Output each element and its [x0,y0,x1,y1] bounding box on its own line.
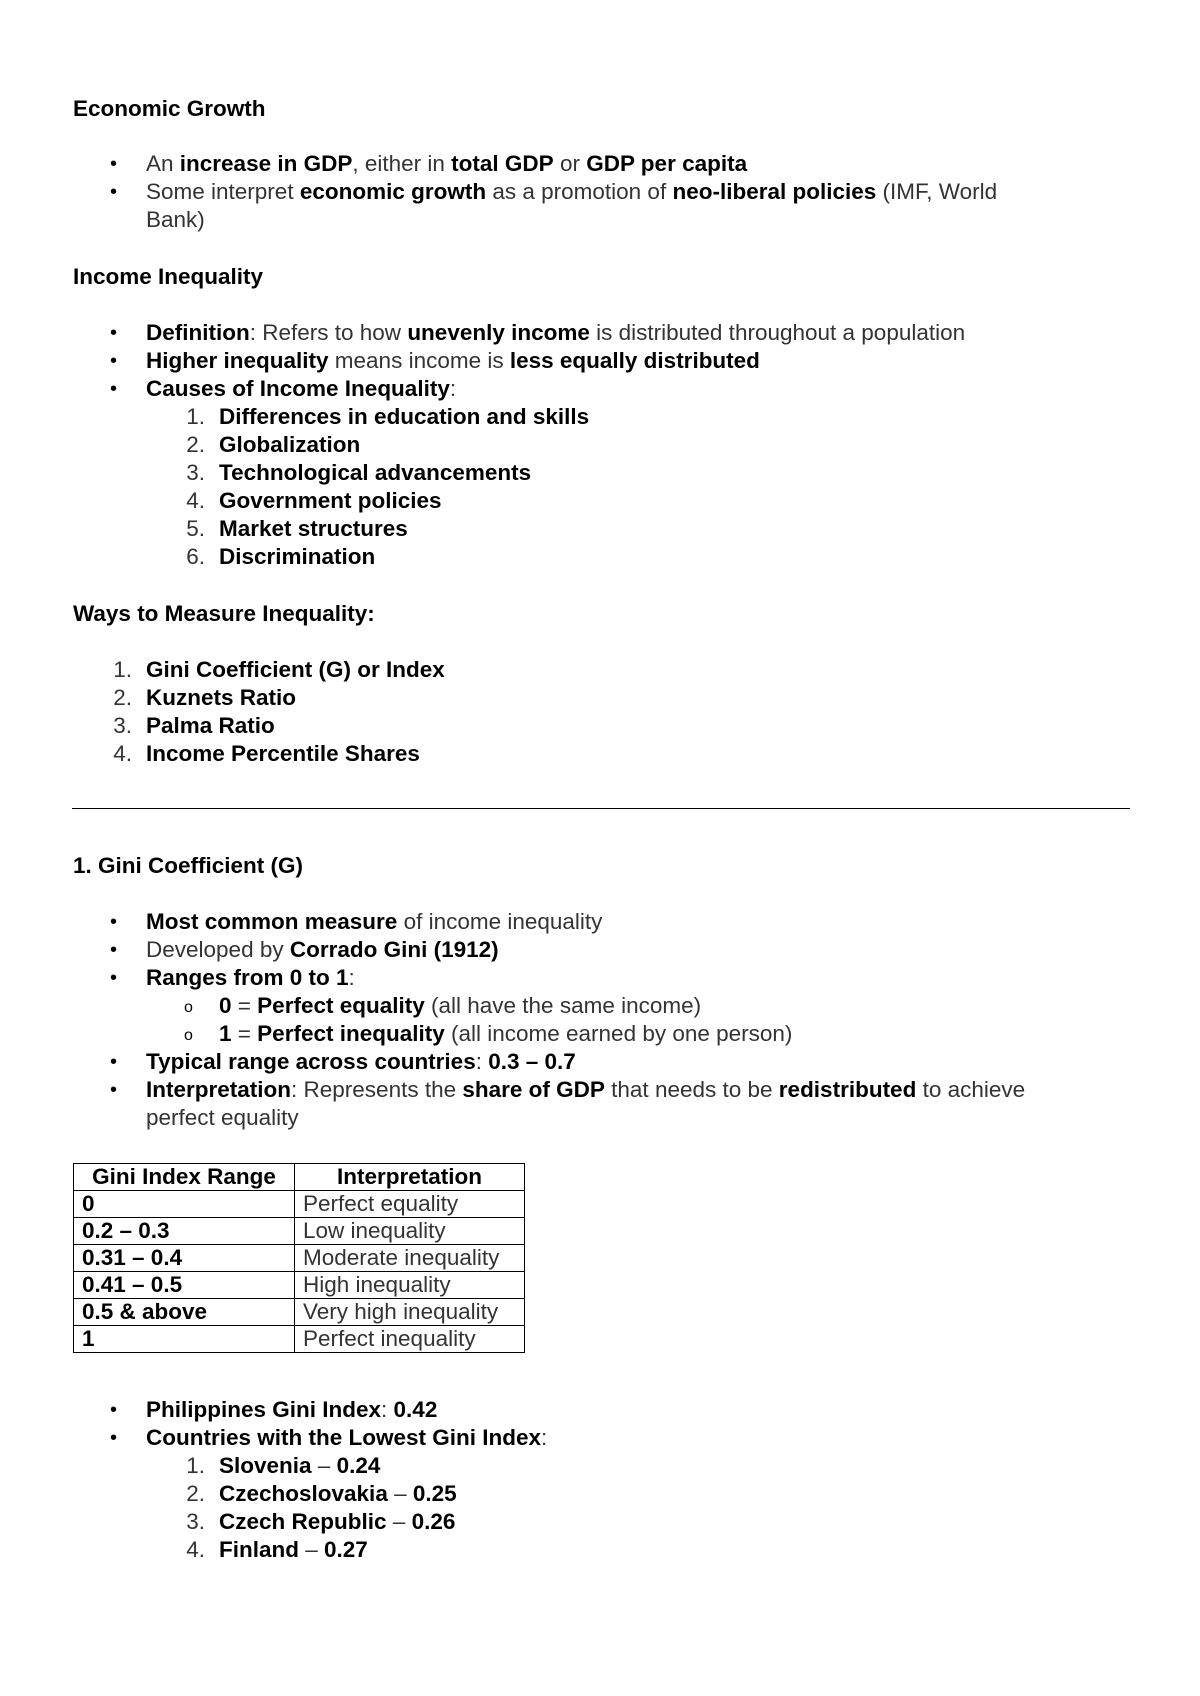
growth-definition: An increase in GDP, either in total GDP or GDP per capita [146,151,748,176]
list-number: 1. [113,657,132,682]
table-cell: Perfect inequality [295,1326,525,1353]
table-header: Gini Index Range [74,1164,295,1191]
lowest-country-item: Slovenia – 0.24 [219,1453,381,1478]
bullet-icon: • [110,1427,118,1449]
gini-range: Ranges from 0 to 1: [146,965,355,990]
perfect-equality-item: 0 = Perfect equality (all have the same income) [219,993,702,1018]
cause-item: Globalization [219,432,361,457]
cause-item: Differences in education and skills [219,404,590,429]
table-cell: Low inequality [295,1218,525,1245]
table-row [74,1272,525,1299]
bullet-icon: • [110,911,118,933]
list-number: 3. [186,460,205,485]
cause-item: Government policies [219,488,442,513]
table-row [74,1326,525,1353]
gini-heading: 1. Gini Coefficient (G) [73,853,304,878]
bullet-icon: • [110,1051,118,1073]
table-cell: 0.41 – 0.5 [74,1272,295,1299]
economic-growth-heading: Economic Growth [73,96,266,121]
bullet-icon: • [110,1399,118,1421]
growth-interpretation-cont: Bank) [146,207,205,232]
bullet-icon: • [110,378,118,400]
lowest-country-item: Czech Republic – 0.26 [219,1509,456,1534]
bullet-icon: • [110,967,118,989]
bullet-icon: • [110,1079,118,1101]
sub-bullet-icon: o [184,999,193,1016]
bullet-icon: • [110,181,118,203]
list-number: 4. [113,741,132,766]
list-number: 1. [186,1453,205,1478]
inequality-definition: Definition: Refers to how unevenly income is distributed throughout a population [146,320,966,345]
table-row [74,1299,525,1326]
table-cell: 0.2 – 0.3 [74,1218,295,1245]
sub-bullet-icon: o [184,1027,193,1044]
growth-interpretation: Some interpret economic growth as a promotion of neo-liberal policies (IMF, World [146,179,998,204]
list-number: 2. [186,1481,205,1506]
list-number: 1. [186,404,205,429]
list-number: 4. [186,488,205,513]
typical-range: Typical range across countries: 0.3 – 0.7 [146,1049,576,1074]
table-cell: 1 [74,1326,295,1353]
lowest-gini-label: Countries with the Lowest Gini Index: [146,1425,548,1450]
list-number: 3. [113,713,132,738]
cause-item: Discrimination [219,544,376,569]
gini-index-table [73,1163,525,1353]
table-cell: 0 [74,1191,295,1218]
table-cell: Very high inequality [295,1299,525,1326]
table-cell: Perfect equality [295,1191,525,1218]
table-header-row [74,1164,525,1191]
bullet-icon: • [110,322,118,344]
bullet-icon: • [110,153,118,175]
table-cell: Moderate inequality [295,1245,525,1272]
income-inequality-heading: Income Inequality [73,264,264,289]
measure-heading: Ways to Measure Inequality: [73,601,375,626]
list-number: 6. [186,544,205,569]
cause-item: Technological advancements [219,460,532,485]
table-cell: 0.5 & above [74,1299,295,1326]
bullet-icon: • [110,350,118,372]
gini-common-measure: Most common measure of income inequality [146,909,603,934]
perfect-inequality-item: 1 = Perfect inequality (all income earned by one person) [219,1021,793,1046]
table-cell: 0.31 – 0.4 [74,1245,295,1272]
table-row [74,1191,525,1218]
table-header: Interpretation [295,1164,525,1191]
gini-interpretation: Interpretation: Represents the share of GDP that needs to be redistributed to achieve [146,1077,1026,1102]
table-cell: High inequality [295,1272,525,1299]
philippines-gini: Philippines Gini Index: 0.42 [146,1397,438,1422]
section-divider [72,808,1130,809]
bullet-icon: • [110,939,118,961]
table-row [74,1218,525,1245]
higher-inequality: Higher inequality means income is less equally distributed [146,348,760,373]
list-number: 2. [113,685,132,710]
list-number: 4. [186,1537,205,1562]
gini-interpretation-cont: perfect equality [146,1105,299,1130]
list-number: 2. [186,432,205,457]
cause-item: Market structures [219,516,408,541]
lowest-country-item: Czechoslovakia – 0.25 [219,1481,457,1506]
gini-developer: Developed by Corrado Gini (1912) [146,937,499,962]
measure-item: Palma Ratio [146,713,275,738]
causes-label: Causes of Income Inequality: [146,376,457,401]
lowest-country-item: Finland – 0.27 [219,1537,368,1562]
measure-item: Gini Coefficient (G) or Index [146,657,445,682]
list-number: 5. [186,516,205,541]
list-number: 3. [186,1509,205,1534]
measure-item: Income Percentile Shares [146,741,420,766]
measure-item: Kuznets Ratio [146,685,297,710]
table-row [74,1245,525,1272]
